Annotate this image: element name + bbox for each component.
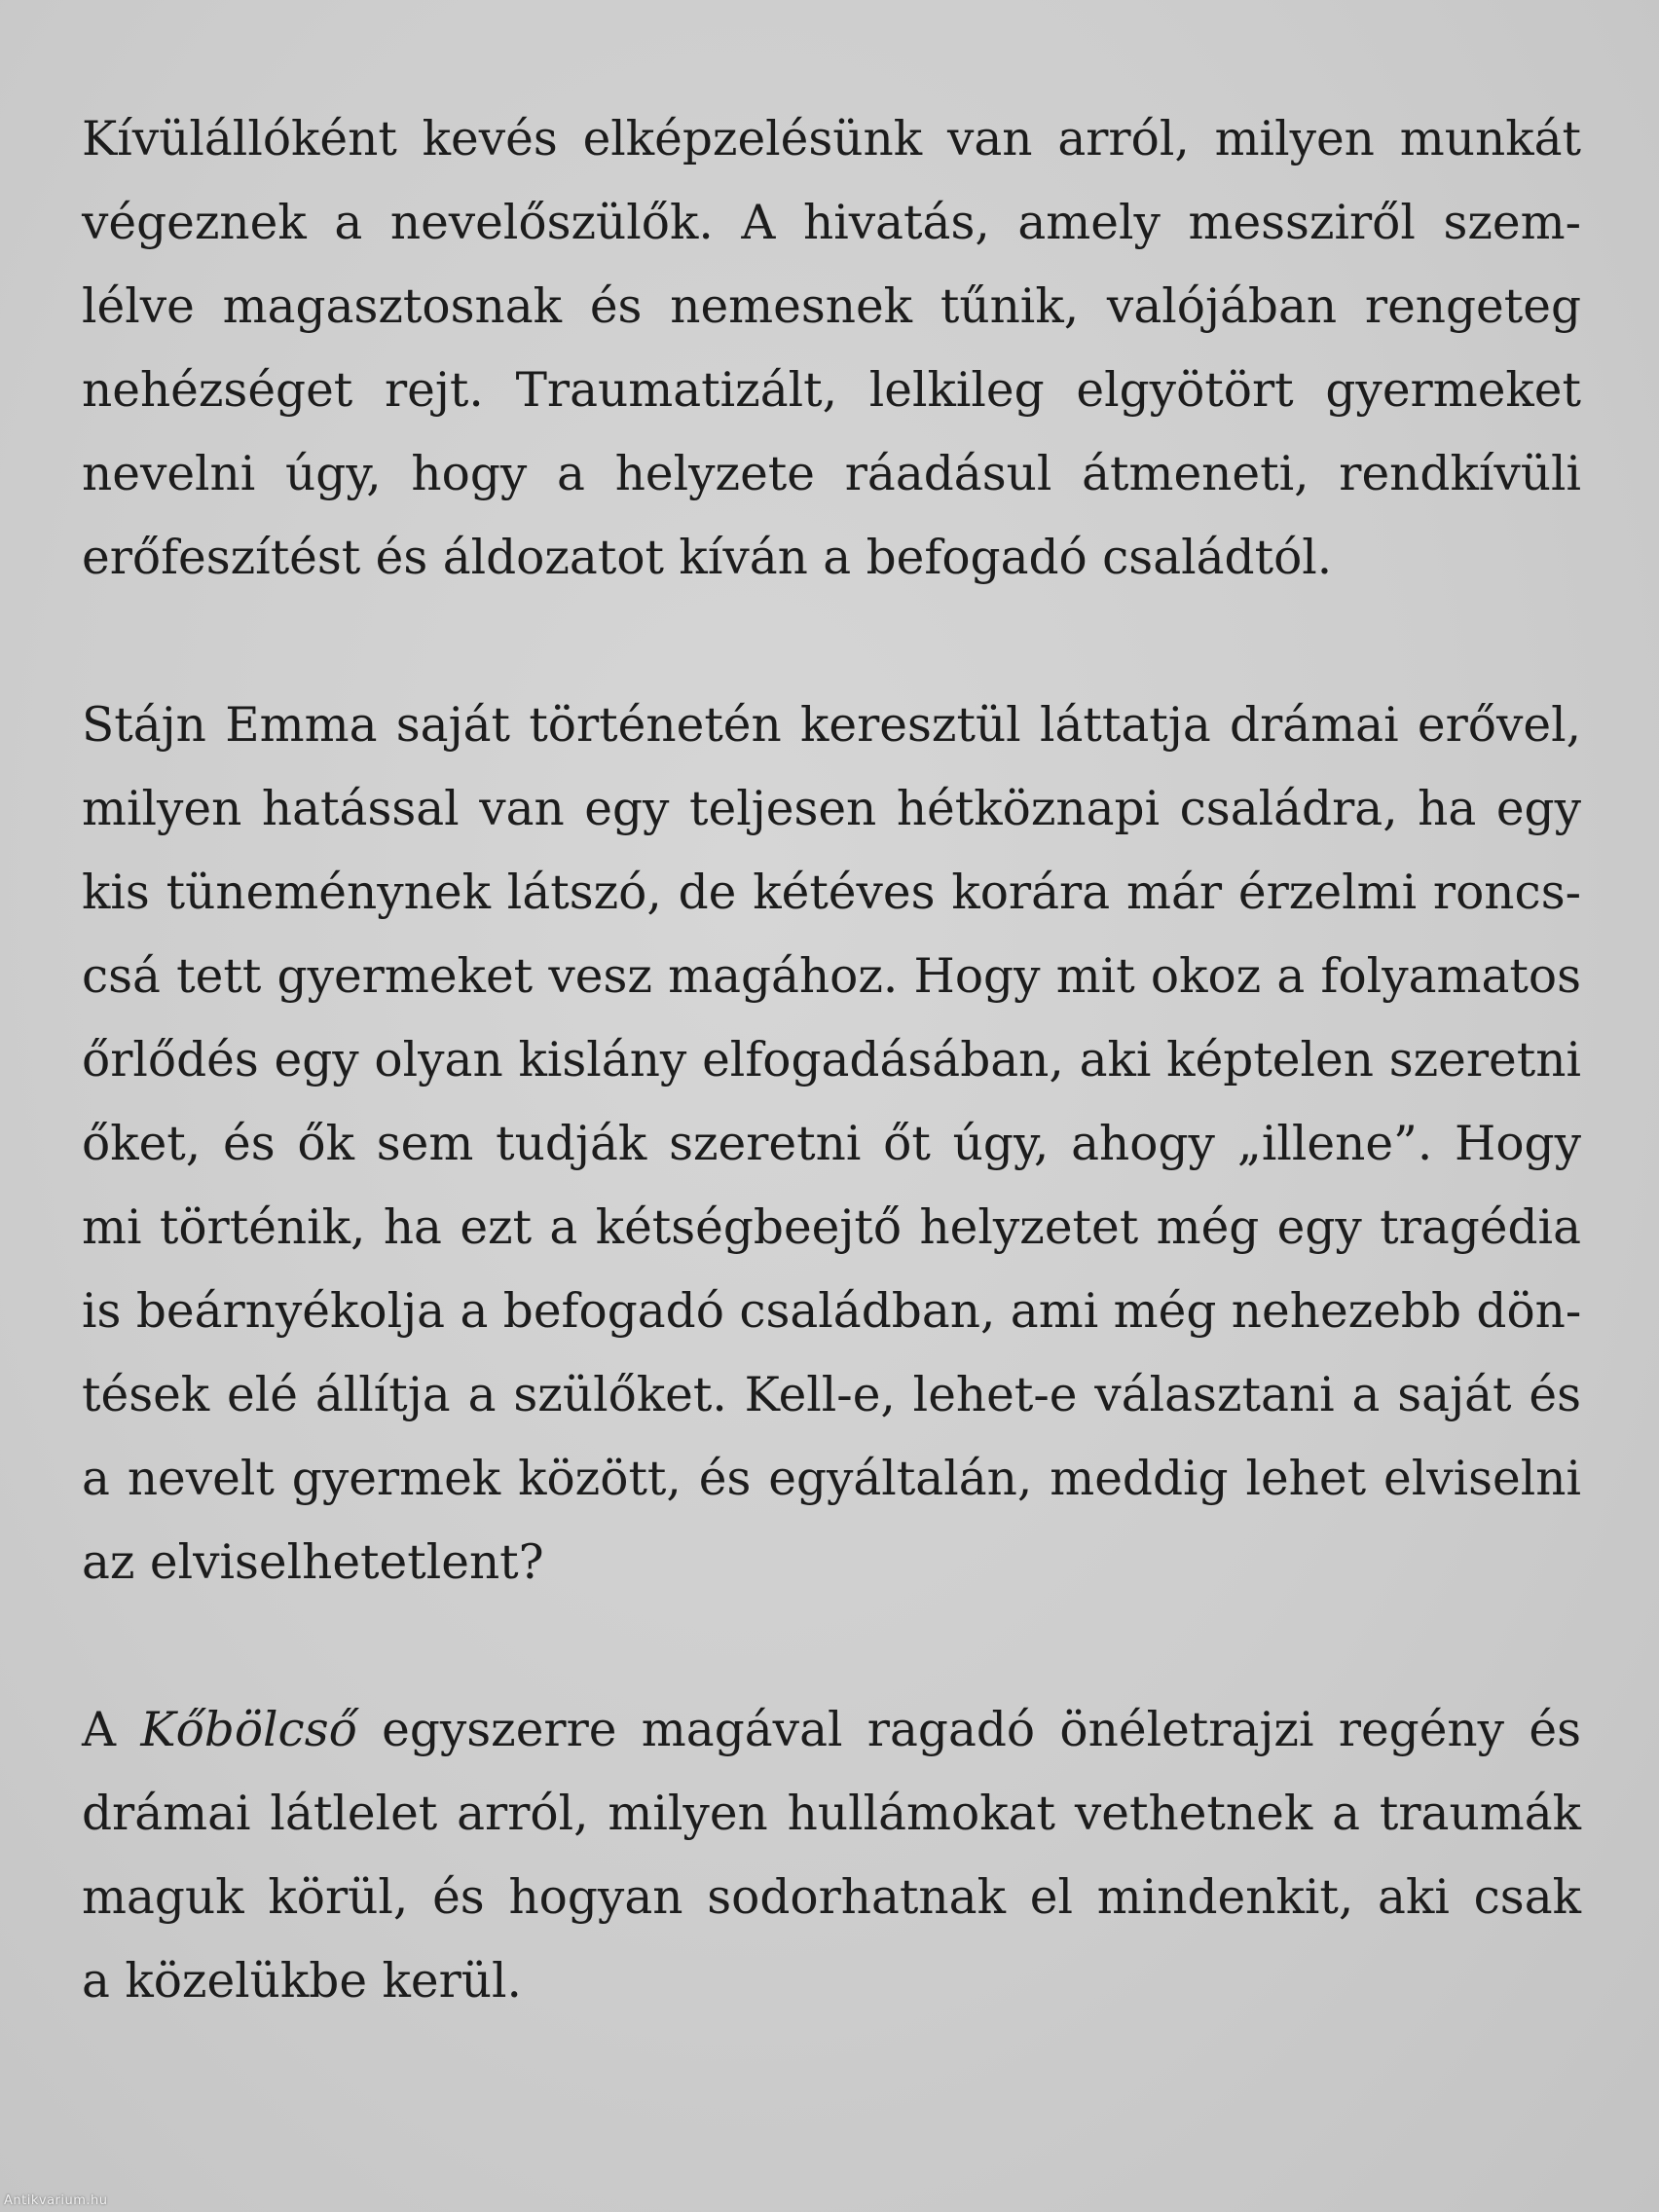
text-line: nevelni úgy, hogy a helyzete ráadásul átmeneti, rendkívüli <box>82 447 1581 501</box>
text-line: tések elé állítja a szülőket. Kell-e, lehet-e választani a saját és <box>82 1368 1581 1422</box>
paragraph-3 <box>82 1688 1581 2023</box>
text-line: erőfeszítést és áldozatot kíván a befogadó családtól. <box>82 531 1333 585</box>
text-line: őrlődés egy olyan kislány elfogadásában, aki képtelen szeretni <box>82 1033 1581 1088</box>
text-line: kis tüneménynek látszó, de kétéves korára már érzelmi roncs- <box>82 866 1581 920</box>
text-line: őket, és ők sem tudják szeretni őt úgy, ahogy „illene”. Hogy <box>82 1117 1581 1171</box>
line-rest: egyszerre magával ragadó önéletrajzi regény és <box>356 1703 1581 1757</box>
text-line: maguk körül, és hogyan sodorhatnak el mindenkit, aki csak <box>82 1870 1581 1925</box>
line-prefix: A <box>82 1703 141 1757</box>
text-line: az elviselhetetlent? <box>82 1535 544 1590</box>
watermark: Antikvarium.hu <box>4 2194 108 2208</box>
text-line: a közelükbe kerül. <box>82 1954 522 2009</box>
text-line: nehézséget rejt. Traumatizált, lelkileg elgyötört gyermeket <box>82 363 1581 418</box>
text-line: drámai látlelet arról, milyen hullámokat vethetnek a traumák <box>82 1787 1581 1841</box>
text-line: lélve magasztosnak és nemesnek tűnik, valójában rengeteg <box>82 279 1581 334</box>
text-line: a nevelt gyermek között, és egyáltalán, meddig lehet elviselni <box>82 1452 1581 1506</box>
book-title: Kőbölcső <box>140 1703 357 1757</box>
text-line: milyen hatással van egy teljesen hétköznapi családra, ha egy <box>82 782 1581 836</box>
text-line-with-title <box>82 1688 1581 1772</box>
paragraph-2 <box>82 683 1581 1604</box>
text-line: is beárnyékolja a befogadó családban, ami még nehezebb dön- <box>82 1284 1582 1339</box>
text-line: csá tett gyermeket vesz magához. Hogy mit okoz a folyamatos <box>82 949 1581 1004</box>
text-line: Kívülállóként kevés elképzelésünk van arról, milyen munkát <box>82 112 1581 166</box>
text-line: Stájn Emma saját történetén keresztül láttatja drámai erővel, <box>82 698 1581 753</box>
text-line: végeznek a nevelőszülők. A hivatás, amely messziről szem- <box>82 196 1581 250</box>
text-line: mi történik, ha ezt a kétségbeejtő helyzetet még egy tragédia <box>82 1200 1581 1255</box>
paragraph-1 <box>82 97 1581 600</box>
blurb-text <box>82 97 1581 2023</box>
